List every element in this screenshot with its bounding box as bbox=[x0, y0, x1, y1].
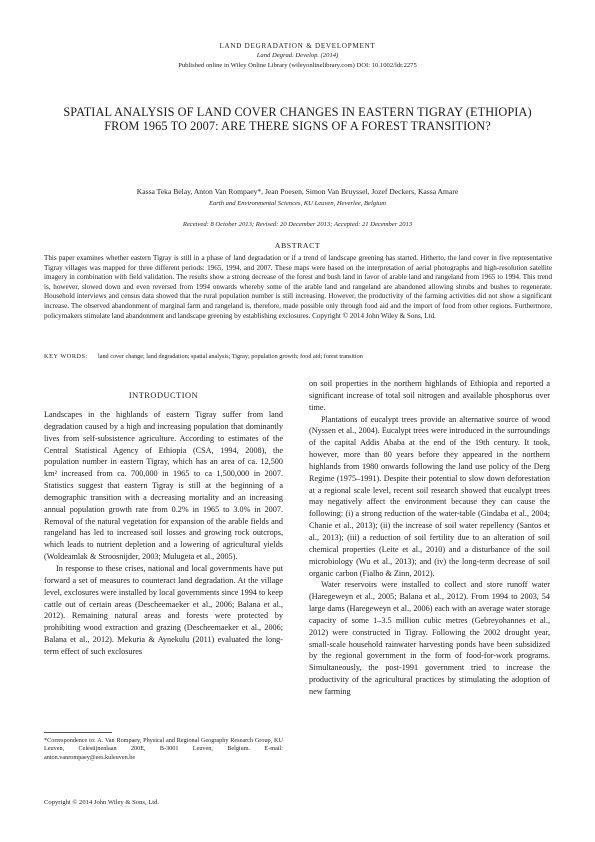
author-list: Kassa Teka Belay, Anton Van Rompaey*, Jean Poesen, Simon Van Bruyssel, Jozef Deckers, Kassa Amare bbox=[136, 187, 459, 196]
keywords-label: KEY WORDS: bbox=[44, 353, 88, 360]
author-affiliation: Earth and Environmental Sciences, KU Leuven, Heverlee, Belgium bbox=[208, 200, 386, 207]
keywords-text: land cover change; land degradation; spatial analysis; Tigray; population growth; food aid; forest transition bbox=[98, 353, 363, 360]
publication-info: Published online in Wiley Online Library (wileyonlinelibrary.com) DOI: 10.1002/ldr.2275 bbox=[178, 62, 417, 69]
section-heading-introduction: INTRODUCTION bbox=[128, 391, 199, 400]
correspondence-footnote: *Correspondence to: A. Van Rompaey, Physical and Regional Geography Research Group, KU Leuven, Celestijnenlaan 200E, B-3001 Leuven, Belgium. E-mail: anton.vanrompaey@ees.kuleuven.be bbox=[44, 737, 283, 761]
body-paragraph: on soil properties in the northern highlands of Ethiopia and reported a significant increase of total soil nitrogen and available phosphorus over time. bbox=[309, 379, 550, 412]
abstract-heading: ABSTRACT bbox=[274, 241, 321, 250]
journal-citation: Land Degrad. Develop. (2014) bbox=[256, 52, 339, 59]
submission-dates: Received: 8 October 2013; Revised: 20 December 2013; Accepted: 21 December 2013 bbox=[182, 221, 413, 228]
body-paragraph: Plantations of eucalypt trees provide an alternative source of wood (Nyssen et al., 2004). Eucalypt trees were introduced in the surroundings of the capital Addis Ababa at the end of the 19th century. It took, however, more than 80 years before they appeared in the northern highlands from 1980 onwards following the land use policy of the Derg Regime (1975–1991). Despite their potential to slow down deforestation at a regional scale level, recent soil research showed that eucalypt trees may negatively affect the environment because they can cause the following: (i) a strong reduction of the water-table (Gindaba et al., 2004; Chanie et al., 2013); (ii) the increase of soil water repellency (Santos et al., 2013); (iii) a reduction of soil fertility due to an alteration of soil chemical properties (Leite et al., 2010) and a disturbance of the soil microbiology (Wu et al., 2013); and (iv) the long-term decrease of soil organic carbon (Fialho & Zinn, 2012). bbox=[309, 414, 550, 578]
footnote-divider bbox=[44, 732, 112, 733]
article-title: SPATIAL ANALYSIS OF LAND COVER CHANGES IN EASTERN TIGRAY (ETHIOPIA) FROM 1965 TO 2007: ARE THERE SIGNS OF A FOREST TRANSITION? bbox=[63, 105, 532, 133]
right-column bbox=[309, 378, 550, 698]
keywords-line bbox=[44, 353, 552, 360]
body-paragraph: In response to these crises, national and local governments have put forward a set of measures to counteract land degradation. At the village level, exclosures were installed by local governments since 1994 to keep cattle out of certain areas (Descheemaeker et al., 2006; Balana et al., 2012). Remaining natural areas and forests were protected by prohibiting wood extraction and grazing (Descheemaeker et al., 2006; Balana et al., 2012). Mekuria & Aynekulu (2011) evaluated the long-term effect of such exclosures bbox=[44, 563, 283, 656]
copyright-notice: Copyright © 2014 John Wiley & Sons, Ltd. bbox=[44, 799, 160, 806]
journal-name: LAND DEGRADATION & DEVELOPMENT bbox=[219, 42, 376, 50]
body-paragraph: Water reservoirs were installed to collect and store runoff water (Haregeweyn et al., 2005; Balana et al., 2012). From 1994 to 2003, 54 large dams (Haregeweyn et al., 2006) each with an average water storage capacity of some 1–3.5 million cubic metres (Gebreyohannes et al., 2012) were constructed in Tigray. Following the 2002 drought year, small-scale household rainwater harvesting ponds have been subsidized by the regional government in the form of food-for-work programs. Simultaneously, the post-1991 government tried to increase the productivity of the agricultural practices by stimulating the adoption of new farming bbox=[309, 580, 550, 696]
left-column bbox=[44, 391, 283, 658]
body-paragraph: Landscapes in the highlands of eastern Tigray suffer from land degradation caused by a high and increasing population that dominantly lives from self-subsistence agriculture. According to estimates of the Central Statistical Agency of Ethiopia (CSA, 1994, 2008), the population number in eastern Tigray, which has an area of ca. 12,500 km² increased from ca. 700,000 in 1965 to ca 1,500,000 in 2007. Statistics suggest that eastern Tigray is still at the beginning of a demographic transition with a decreasing mortality and an increasing annual population growth rate from 0.2% in 1965 to 3.0% in 2007. Removal of the natural vegetation for expansion of the arable fields and rangeland has led to increased soil losses and growing rock outcrops, which leads to nutrient depletion and a lowering of agricultural yields (Woldeamlak & Stroosnijder, 2003; Mulugeta et al., 2005). bbox=[44, 410, 283, 562]
abstract-text: This paper examines whether eastern Tigray is still in a phase of land degradation or if a trend of landscape greening has started. Hitherto, the land cover in five representative Tigray villages was mapped for three different periods: 1965, 1994, and 2007. These maps were based on the interpretation of aerial photographs and high-resolution satellite imagery in combination with field validation. The results show a strong decrease of the forest and bush land in favor of arable land and rangeland from 1965 to 1994. This trend is, however, slowed down and even reversed from 1994 onwards whereby some of the arable land and rangeland are abandoned allowing shrubs and bushes to regenerate. Household interviews and census data showed that the rural population number is still increasing. However, the productivity of the farming activities did not show a significant increase. The observed abandonment of marginal farm and rangeland is, therefore, made possible only through food aid and the import of food from other regions. Furthermore, policymakers stimulate land abandonment and landscape greening by establishing exclosures. Copyright © 2014 John Wiley & Sons, Ltd. bbox=[44, 254, 552, 320]
